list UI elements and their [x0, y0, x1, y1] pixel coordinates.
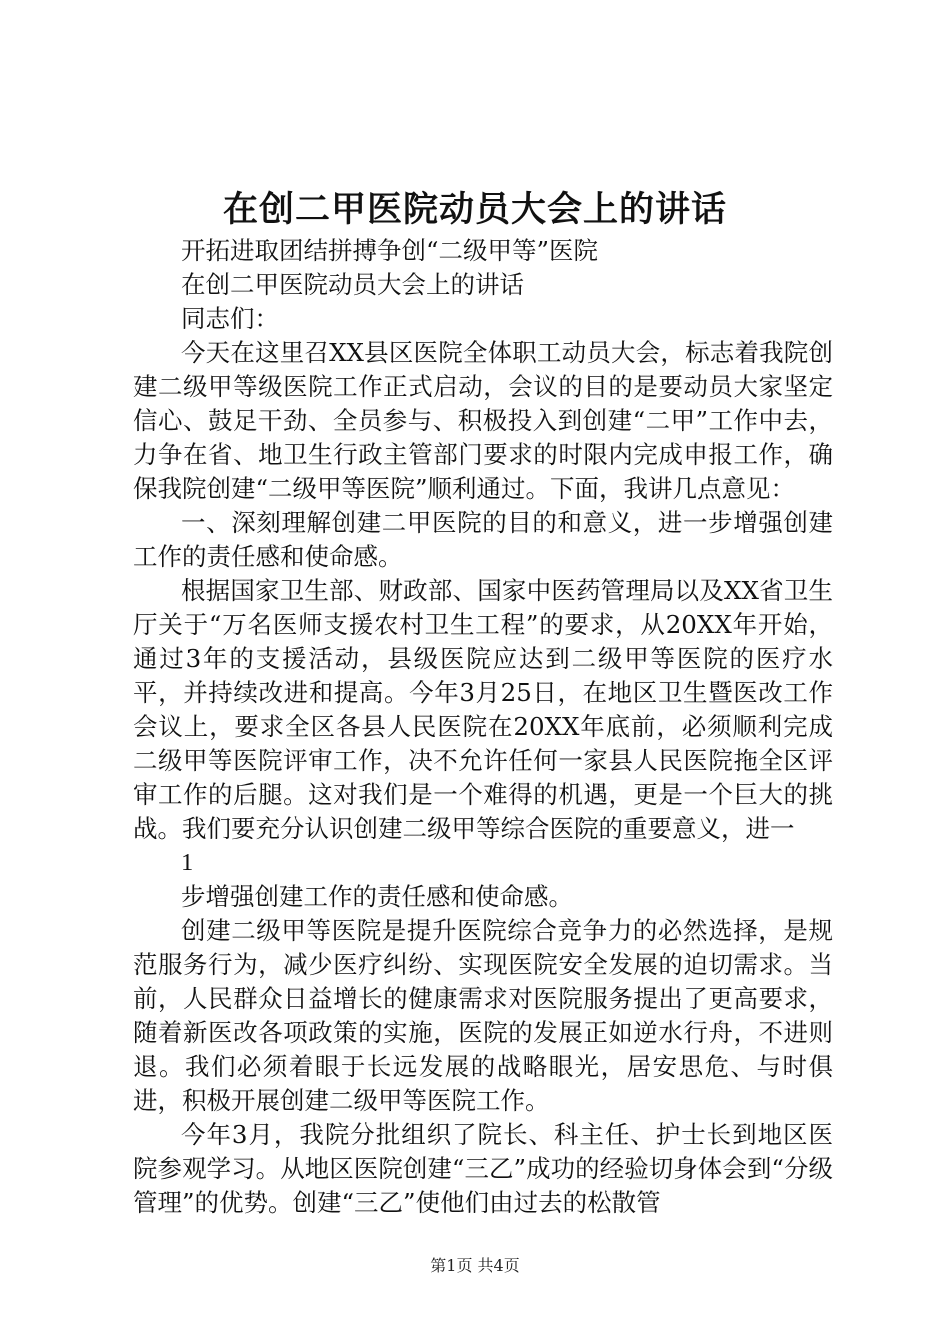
document-body: [133, 234, 833, 1220]
paragraph-background: 根据国家卫生部、财政部、国家中医药管理局以及XX省卫生厅关于“万名医师支援农村卫生工程”的要求，从20XX年开始，通过3年的支援活动，县级医院应达到二级甲等医院的医疗水平，并持续改进和提高。今年3月25日，在地区卫生暨医改工作会议上，要求全区各县人民医院在20XX年底前，必须顺利完成二级甲等医院评审工作，决不允许任何一家县人民医院拖全区评审工作的后腿。这对我们是一个难得的机遇，更是一个巨大的挑战。我们要充分认识创建二级甲等综合医院的重要意义，进一: [133, 576, 833, 843]
paragraph-subtitle: 在创二甲医院动员大会上的讲话: [181, 270, 524, 299]
paragraph-study-visit: 今年3月，我院分批组织了院长、科主任、护士长到地区医院参观学习。从地区医院创建“三乙”成功的经验切身体会到“分级管理”的优势。创建“三乙”使他们由过去的松散管: [133, 1120, 833, 1217]
paragraph-salutation: 同志们：: [181, 304, 279, 333]
document-title: 在创二甲医院动员大会上的讲话: [222, 189, 727, 230]
inline-page-number: 1: [181, 849, 194, 876]
page-footer: 第1页 共4页: [430, 1256, 520, 1275]
paragraph-continuation: 步增强创建工作的责任感和使命感。: [181, 882, 573, 911]
paragraph-heading-one: 一、深刻理解创建二甲医院的目的和意义，进一步增强创建工作的责任感和使命感。: [133, 508, 833, 571]
paragraph-opening: 今天在这里召XX县区医院全体职工动员大会，标志着我院创建二级甲等级医院工作正式启动，会议的目的是要动员大家坚定信心、鼓足干劲、全员参与、积极投入到创建“二甲”工作中去，力争在省、地卫生行政主管部门要求的时限内完成申报工作，确保我院创建“二级甲等医院”顺利通过。下面，我讲几点意见：: [133, 338, 833, 503]
paragraph-slogan: 开拓进取团结拼搏争创“二级甲等”医院: [181, 236, 599, 265]
paragraph-necessity: 创建二级甲等医院是提升医院综合竞争力的必然选择，是规范服务行为，减少医疗纠纷、实现医院安全发展的迫切需求。当前，人民群众日益增长的健康需求对医院服务提出了更高要求，随着新医改各项政策的实施，医院的发展正如逆水行舟，不进则退。我们必须着眼于长远发展的战略眼光，居安思危、与时俱进，积极开展创建二级甲等医院工作。: [133, 916, 833, 1115]
